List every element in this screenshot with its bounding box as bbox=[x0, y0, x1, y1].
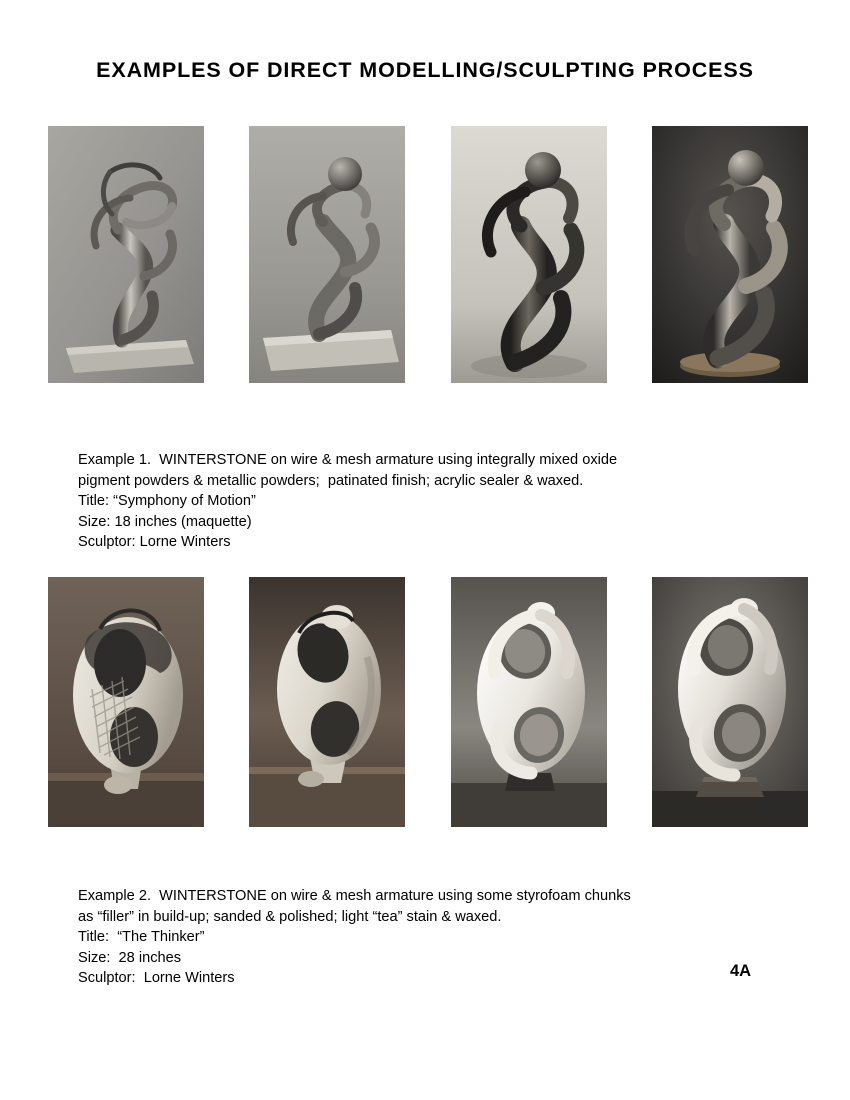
figure-example1-image-1 bbox=[48, 126, 204, 383]
caption2-line3: Title: “The Thinker” bbox=[78, 929, 205, 945]
figure-spacer bbox=[405, 577, 450, 827]
sculpture-oval-finished-icon bbox=[652, 577, 808, 827]
caption-example-2 bbox=[78, 886, 778, 989]
figure-row-example-1 bbox=[48, 126, 808, 383]
sculpture-spiral-armature-icon bbox=[48, 126, 204, 383]
caption1-line4: Size: 18 inches (maquette) bbox=[78, 513, 252, 530]
caption2-line5: Sculptor: Lorne Winters bbox=[78, 970, 235, 986]
sculpture-oval-buildup-icon bbox=[48, 577, 204, 827]
caption1-line5: Sculptor: Lorne Winters bbox=[78, 534, 231, 550]
caption1-line1: Example 1. WINTERSTONE on wire & mesh armature using integrally mixed oxide bbox=[78, 452, 618, 468]
figure-example2-image-4 bbox=[652, 577, 808, 827]
figure-example1-image-4 bbox=[652, 126, 808, 383]
figure-row-example-2 bbox=[48, 577, 808, 827]
figure-example2-image-2 bbox=[249, 577, 405, 827]
figure-spacer bbox=[204, 577, 249, 827]
caption1-line3: Title: “Symphony of Motion” bbox=[78, 493, 256, 509]
sculpture-oval-sanded-icon bbox=[451, 577, 607, 827]
sculpture-spiral-finished-icon bbox=[652, 126, 808, 383]
figure-example1-image-3 bbox=[451, 126, 607, 383]
caption1-line2: pigment powders & metallic powders; patinated finish; acrylic sealer & waxed. bbox=[78, 472, 584, 489]
caption-example-1 bbox=[78, 450, 778, 553]
caption2-line4: Size: 28 inches bbox=[78, 949, 182, 966]
figure-spacer bbox=[204, 126, 249, 383]
sculpture-oval-rough-shaped-icon bbox=[249, 577, 405, 827]
page-number: 4A bbox=[730, 962, 752, 980]
caption2-line1: Example 2. WINTERSTONE on wire & mesh armature using some styrofoam chunks bbox=[78, 888, 631, 904]
figure-example1-image-2 bbox=[249, 126, 405, 383]
figure-spacer bbox=[405, 126, 450, 383]
sculpture-spiral-with-sphere-icon bbox=[249, 126, 405, 383]
figure-spacer bbox=[607, 577, 652, 827]
figure-example2-image-1 bbox=[48, 577, 204, 827]
caption2-line2: as “filler” in build-up; sanded & polished; light “tea” stain & waxed. bbox=[78, 908, 502, 925]
figure-spacer bbox=[607, 126, 652, 383]
sculpture-spiral-patinated-icon bbox=[451, 126, 607, 383]
page-title: EXAMPLES OF DIRECT MODELLING/SCULPTING PROCESS bbox=[96, 58, 754, 82]
figure-example2-image-3 bbox=[451, 577, 607, 827]
